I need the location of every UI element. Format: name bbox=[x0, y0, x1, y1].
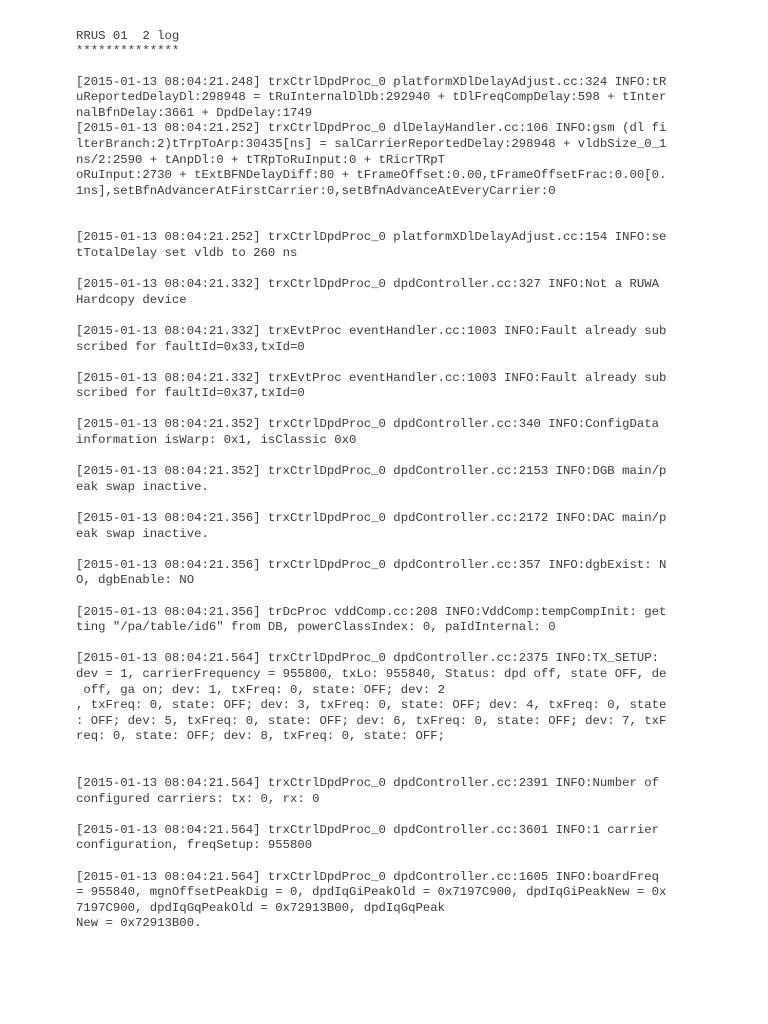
log-line: ns/2:2590 + tAnpDl:0 + tTRpToRuInput:0 + tRicrTRpT bbox=[76, 152, 445, 167]
log-line: 1ns],setBfnAdvancerAtFirstCarrier:0,setBfnAdvanceAtEveryCarrier:0 bbox=[76, 183, 556, 198]
log-line: [2015-01-13 08:04:21.332] trxEvtProc eventHandler.cc:1003 INFO:Fault already sub bbox=[76, 323, 667, 338]
log-line: oRuInput:2730 + tExtBFNDelayDiff:80 + tFrameOffset:0.00,tFrameOffsetFrac:0.00[0. bbox=[76, 168, 667, 183]
log-line: [2015-01-13 08:04:21.332] trxCtrlDpdProc_0 dpdController.cc:327 INFO:Not a RUWA bbox=[76, 277, 659, 292]
log-line: dev = 1, carrierFrequency = 955800, txLo: 955840, Status: dpd off, state OFF, de bbox=[76, 666, 667, 681]
log-line: [2015-01-13 08:04:21.564] trxCtrlDpdProc_0 dpdController.cc:3601 INFO:1 carrier bbox=[76, 822, 659, 837]
log-entries bbox=[76, 75, 696, 932]
spacer bbox=[76, 355, 696, 371]
spacer bbox=[76, 402, 696, 418]
log-line: lterBranch:2)tTrpToArp:30435[ns] = salCarrierReportedDelay:298948 + vldbSize_0_1 bbox=[76, 136, 667, 151]
log-line: [2015-01-13 08:04:21.564] trxCtrlDpdProc_0 dpdController.cc:2375 INFO:TX_SETUP: bbox=[76, 651, 659, 666]
log-line: O, dgbEnable: NO bbox=[76, 573, 195, 588]
log-line: [2015-01-13 08:04:21.332] trxEvtProc eventHandler.cc:1003 INFO:Fault already sub bbox=[76, 370, 667, 385]
spacer bbox=[76, 636, 696, 652]
spacer bbox=[76, 542, 696, 558]
log-entry bbox=[76, 651, 696, 745]
log-line: [2015-01-13 08:04:21.248] trxCtrlDpdProc_0 platformXDlDelayAdjust.cc:324 INFO:tR bbox=[76, 74, 667, 89]
log-line: Hardcopy device bbox=[76, 292, 187, 307]
log-entry bbox=[76, 558, 696, 589]
log-title: RRUS 01 2 log bbox=[76, 29, 180, 43]
log-header bbox=[76, 29, 696, 59]
log-line: [2015-01-13 08:04:21.564] trxCtrlDpdProc_0 dpdController.cc:1605 INFO:boardFreq bbox=[76, 869, 659, 884]
log-line: [2015-01-13 08:04:21.564] trxCtrlDpdProc_0 dpdController.cc:2391 INFO:Number of bbox=[76, 775, 659, 790]
spacer bbox=[76, 262, 696, 278]
log-line: [2015-01-13 08:04:21.252] trxCtrlDpdProc_0 dlDelayHandler.cc:106 INFO:gsm (dl fi bbox=[76, 121, 667, 136]
spacer bbox=[76, 495, 696, 511]
spacer bbox=[76, 745, 696, 776]
log-line: scribed for faultId=0x37,txId=0 bbox=[76, 386, 305, 401]
log-entry bbox=[76, 511, 696, 542]
log-entry bbox=[76, 75, 696, 122]
log-line: [2015-01-13 08:04:21.252] trxCtrlDpdProc_0 platformXDlDelayAdjust.cc:154 INFO:se bbox=[76, 230, 667, 245]
log-line: req: 0, state: OFF; dev: 8, txFreq: 0, state: OFF; bbox=[76, 729, 445, 744]
log-entry bbox=[76, 823, 696, 854]
spacer bbox=[76, 449, 696, 465]
log-line: [2015-01-13 08:04:21.356] trxCtrlDpdProc_0 dpdController.cc:2172 INFO:DAC main/p bbox=[76, 511, 667, 526]
spacer bbox=[76, 199, 696, 230]
spacer bbox=[76, 589, 696, 605]
spacer bbox=[76, 854, 696, 870]
log-entry bbox=[76, 230, 696, 261]
log-line: eak swap inactive. bbox=[76, 479, 209, 494]
log-line: [2015-01-13 08:04:21.352] trxCtrlDpdProc_0 dpdController.cc:340 INFO:ConfigData bbox=[76, 417, 659, 432]
spacer bbox=[76, 807, 696, 823]
log-entry bbox=[76, 776, 696, 807]
log-entry bbox=[76, 464, 696, 495]
log-entry bbox=[76, 371, 696, 402]
log-line: [2015-01-13 08:04:21.352] trxCtrlDpdProc_0 dpdController.cc:2153 INFO:DGB main/p bbox=[76, 464, 667, 479]
log-line: = 955840, mgnOffsetPeakDig = 0, dpdIqGiPeakOld = 0x7197C900, dpdIqGiPeakNew = 0x bbox=[76, 885, 667, 900]
log-line: eak swap inactive. bbox=[76, 526, 209, 541]
log-line: configuration, freqSetup: 955800 bbox=[76, 838, 313, 853]
spacer bbox=[76, 59, 696, 75]
log-line: scribed for faultId=0x33,txId=0 bbox=[76, 339, 305, 354]
log-line: nalBfnDelay:3661 + DpdDelay:1749 bbox=[76, 105, 313, 120]
log-line: information isWarp: 0x1, isClassic 0x0 bbox=[76, 433, 357, 448]
log-entry bbox=[76, 121, 696, 199]
log-line: : OFF; dev: 5, txFreq: 0, state: OFF; dev: 6, txFreq: 0, state: OFF; dev: 7, txF bbox=[76, 713, 667, 728]
log-entry bbox=[76, 870, 696, 932]
log-document bbox=[76, 29, 696, 932]
log-line: 7197C900, dpdIqGqPeakOld = 0x72913B00, dpdIqGqPeak bbox=[76, 900, 445, 915]
log-entry bbox=[76, 324, 696, 355]
header-rule: ************** bbox=[76, 44, 180, 58]
log-line: tTotalDelay set vldb to 260 ns bbox=[76, 245, 298, 260]
log-line: configured carriers: tx: 0, rx: 0 bbox=[76, 791, 320, 806]
log-line: ting "/pa/table/id6" from DB, powerClassIndex: 0, paIdInternal: 0 bbox=[76, 620, 556, 635]
log-line: , txFreq: 0, state: OFF; dev: 3, txFreq: 0, state: OFF; dev: 4, txFreq: 0, state bbox=[76, 698, 667, 713]
log-entry bbox=[76, 277, 696, 308]
log-line: [2015-01-13 08:04:21.356] trDcProc vddComp.cc:208 INFO:VddComp:tempCompInit: get bbox=[76, 604, 667, 619]
log-line: [2015-01-13 08:04:21.356] trxCtrlDpdProc_0 dpdController.cc:357 INFO:dgbExist: N bbox=[76, 557, 667, 572]
log-entry bbox=[76, 417, 696, 448]
spacer bbox=[76, 308, 696, 324]
log-line: off, ga on; dev: 1, txFreq: 0, state: OFF; dev: 2 bbox=[76, 682, 445, 697]
log-entry bbox=[76, 605, 696, 636]
log-line: uReportedDelayDl:298948 = tRuInternalDlDb:292940 + tDlFreqCompDelay:598 + tInter bbox=[76, 90, 667, 105]
log-line: New = 0x72913B00. bbox=[76, 916, 202, 931]
